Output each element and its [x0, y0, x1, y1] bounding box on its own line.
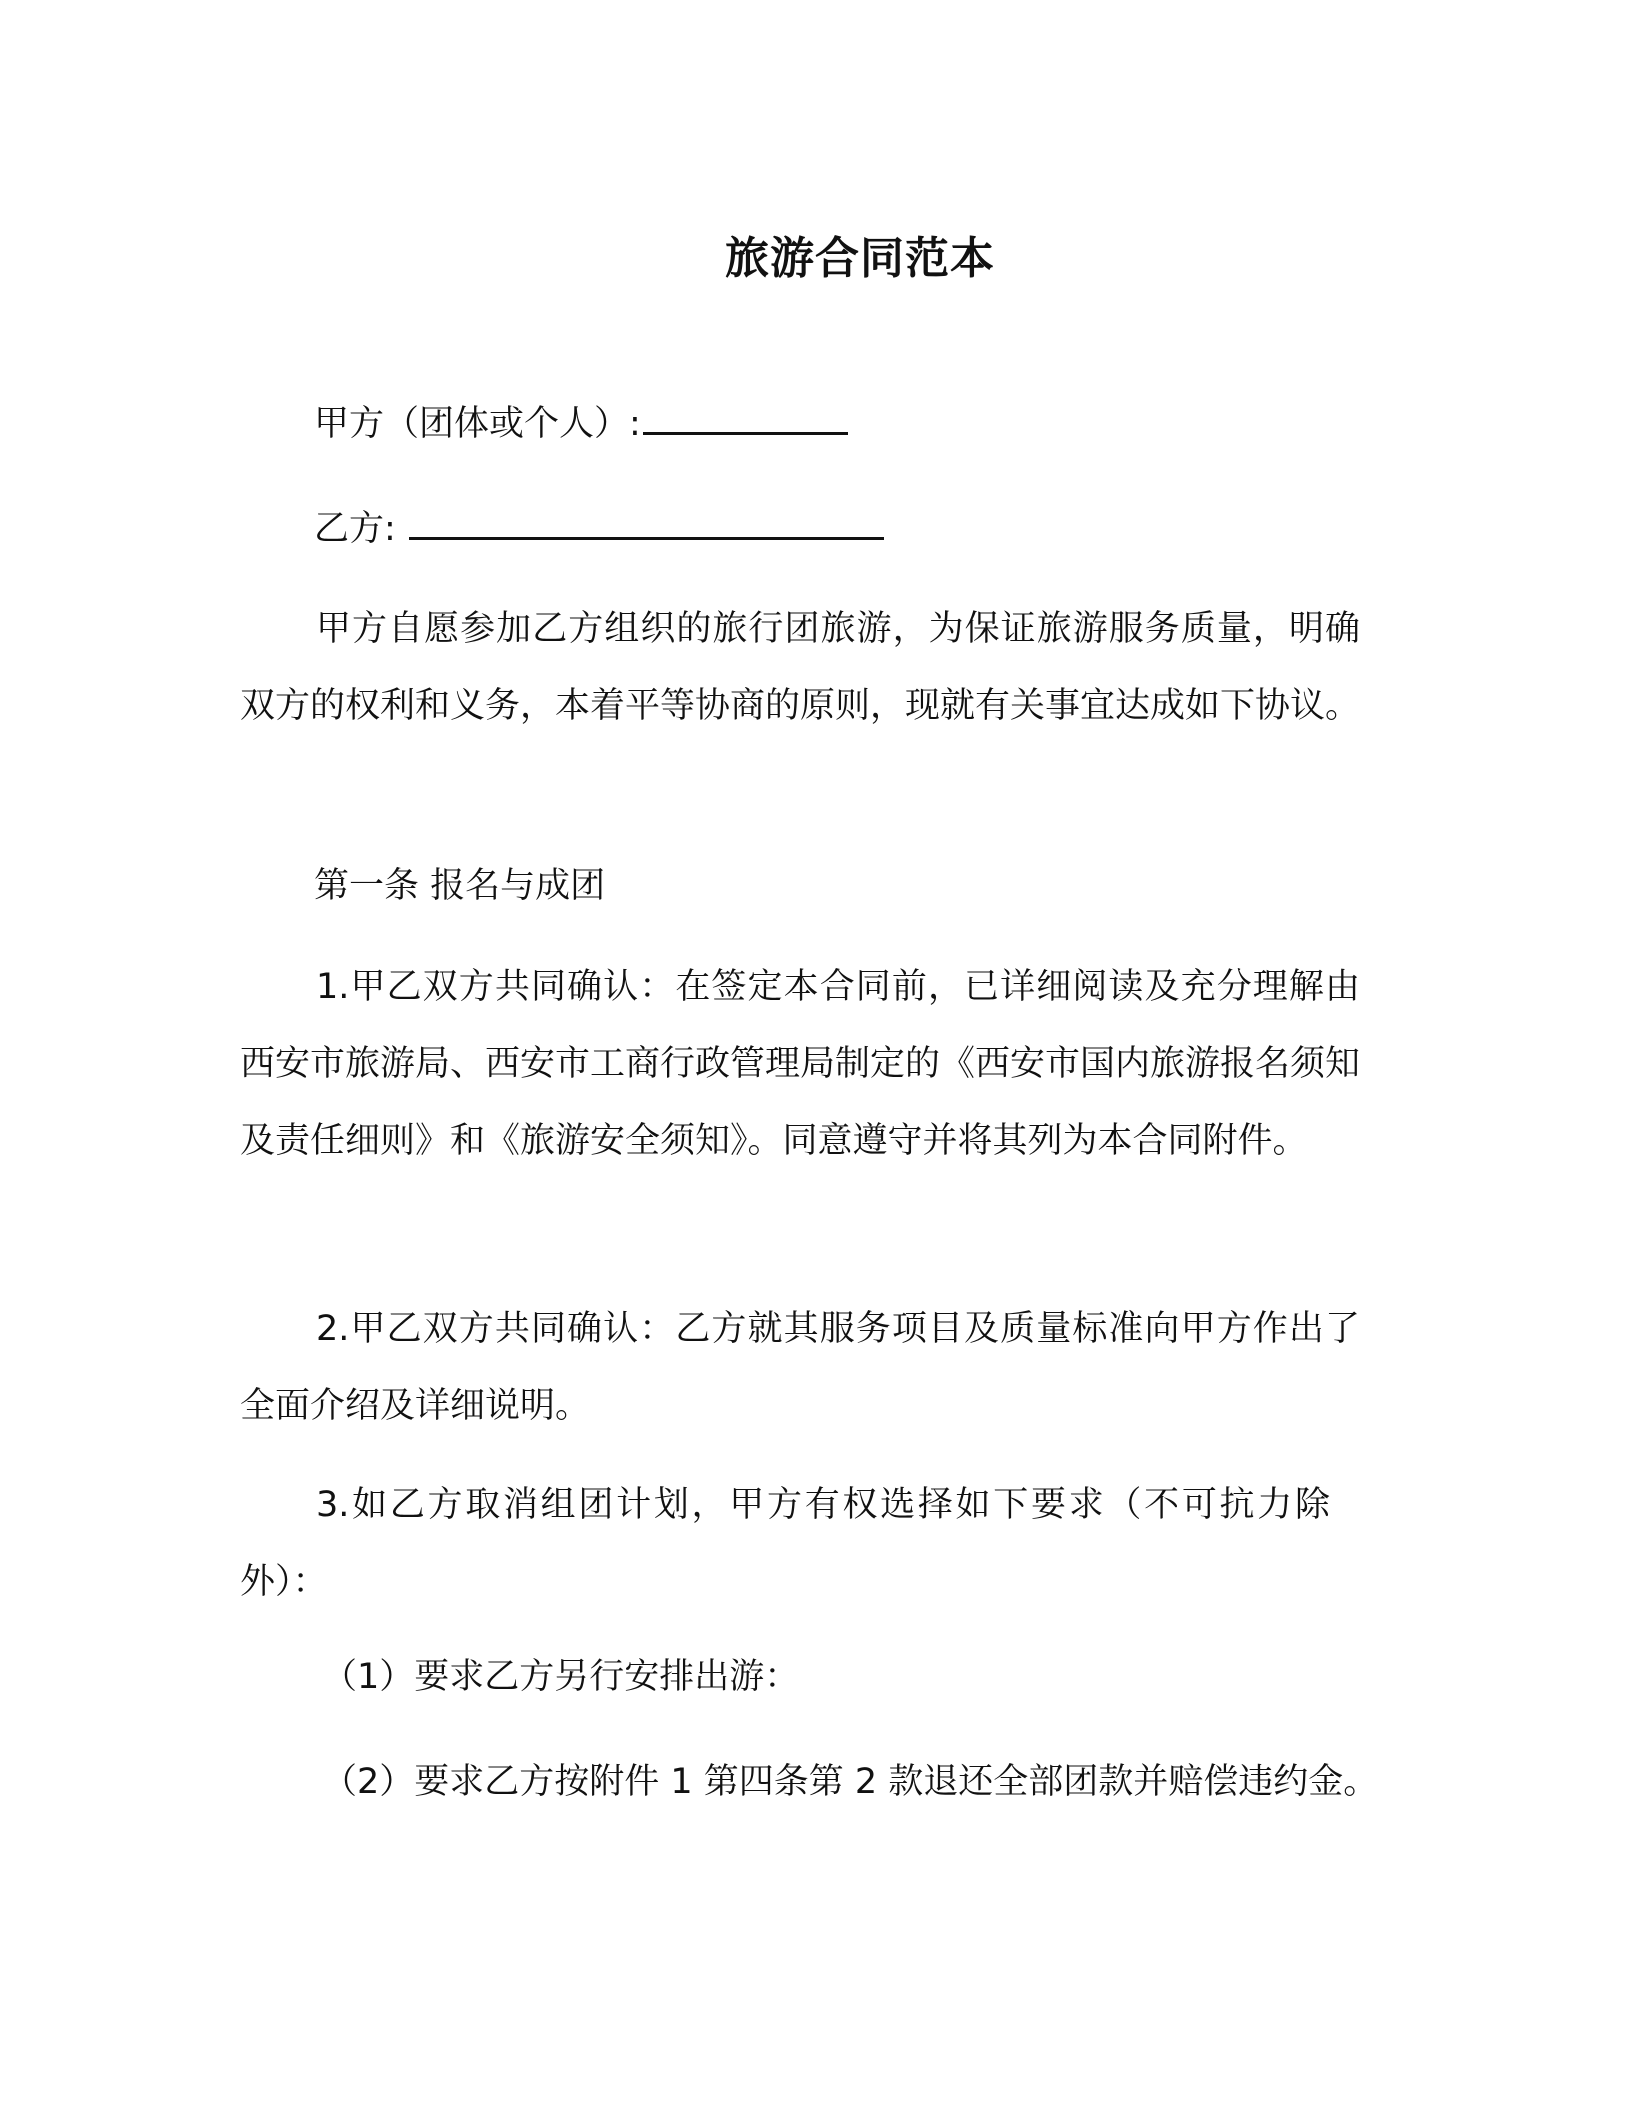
party-a-label: 甲方（团体或个人）: [314, 404, 641, 444]
party-a-line [314, 398, 848, 448]
clause-3-paragraph: 3.如乙方取消组团计划，甲方有权选择如下要求（不可抗力除外）： [240, 1485, 1330, 1602]
clause-2-paragraph: 2.甲乙双方共同确认：乙方就其服务项目及质量标准向甲方作出了全面介绍及详细说明。 [240, 1309, 1360, 1426]
document-title: 旅游合同范本 [725, 233, 995, 284]
party-a-blank [643, 398, 848, 435]
party-b-label: 乙方: [314, 509, 407, 549]
clause-1-paragraph: 1.甲乙双方共同确认：在签定本合同前，已详细阅读及充分理解由西安市旅游局、西安市工商行政管理局制定的《西安市国内旅游报名须知及责任细则》和《旅游安全须知》。同意遵守并将其列为本合同附件。 [240, 967, 1361, 1161]
intro-paragraph: 甲方自愿参加乙方组织的旅行团旅游，为保证旅游服务质量，明确双方的权利和义务，本着平等协商的原则，现就有关事宜达成如下协议。 [240, 609, 1361, 726]
option-1-line: （1）要求乙方另行安排出游： [322, 1657, 800, 1697]
article-1-heading: 第一条 报名与成团 [314, 866, 606, 906]
option-2-line: （2）要求乙方按附件 1 第四条第 2 款退还全部团款并赔偿违约金。 [322, 1762, 1379, 1802]
party-b-line [314, 503, 884, 553]
party-b-blank [409, 503, 884, 540]
